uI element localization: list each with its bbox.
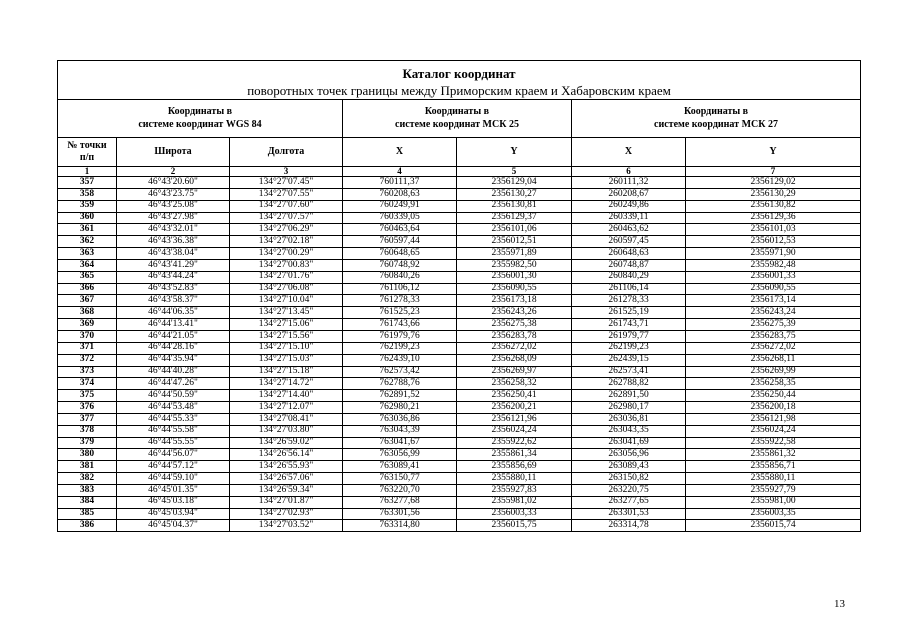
column-number: 5 bbox=[457, 167, 572, 177]
cell-y-msk25: 2355927,83 bbox=[457, 484, 572, 496]
cell-x-msk25: 760111,37 bbox=[343, 177, 457, 189]
cell-latitude: 46°44'59.10" bbox=[117, 473, 230, 485]
table-row bbox=[58, 402, 861, 414]
table-title-cell bbox=[58, 61, 861, 100]
cell-longitude: 134°27'02.93" bbox=[230, 508, 343, 520]
cell-x-msk27: 260463,62 bbox=[572, 224, 686, 236]
cell-point-number: 386 bbox=[58, 520, 117, 532]
cell-x-msk27: 262891,50 bbox=[572, 390, 686, 402]
cell-y-msk25: 2356101,06 bbox=[457, 224, 572, 236]
cell-x-msk25: 763043,39 bbox=[343, 425, 457, 437]
column-number: 2 bbox=[117, 167, 230, 177]
cell-longitude: 134°27'02.18" bbox=[230, 236, 343, 248]
cell-longitude: 134°27'01.76" bbox=[230, 271, 343, 283]
cell-x-msk27: 260840,29 bbox=[572, 271, 686, 283]
cell-y-msk25: 2356269,97 bbox=[457, 366, 572, 378]
cell-y-msk25: 2356200,21 bbox=[457, 402, 572, 414]
table-row bbox=[58, 449, 861, 461]
cell-latitude: 46°44'40.28" bbox=[117, 366, 230, 378]
cell-x-msk27: 260111,32 bbox=[572, 177, 686, 189]
group-header-line: системе координат МСК 25 bbox=[395, 119, 519, 130]
cell-point-number: 382 bbox=[58, 473, 117, 485]
cell-longitude: 134°27'01.87" bbox=[230, 496, 343, 508]
cell-y-msk27: 2356258,35 bbox=[686, 378, 861, 390]
cell-longitude: 134°26'59.02" bbox=[230, 437, 343, 449]
column-header-point-no bbox=[58, 138, 117, 167]
cell-y-msk27: 2356024,24 bbox=[686, 425, 861, 437]
table-row bbox=[58, 295, 861, 307]
cell-x-msk25: 763036,86 bbox=[343, 413, 457, 425]
table-row bbox=[58, 520, 861, 532]
cell-latitude: 46°43'20.60" bbox=[117, 177, 230, 189]
column-header-latitude: Широта bbox=[117, 138, 230, 167]
cell-x-msk27: 262199,23 bbox=[572, 342, 686, 354]
cell-latitude: 46°43'52.83" bbox=[117, 283, 230, 295]
cell-longitude: 134°26'55.93" bbox=[230, 461, 343, 473]
table-subtitle: поворотных точек границы между Приморским краем и Хабаровским краем bbox=[247, 82, 671, 98]
cell-point-number: 362 bbox=[58, 236, 117, 248]
column-header-y-msk25: Y bbox=[457, 138, 572, 167]
cell-point-number: 372 bbox=[58, 354, 117, 366]
cell-latitude: 46°43'25.08" bbox=[117, 200, 230, 212]
cell-longitude: 134°27'00.29" bbox=[230, 248, 343, 260]
cell-y-msk25: 2356173,18 bbox=[457, 295, 572, 307]
cell-x-msk27: 263043,35 bbox=[572, 425, 686, 437]
cell-x-msk25: 761278,33 bbox=[343, 295, 457, 307]
cell-longitude: 134°27'15.56" bbox=[230, 330, 343, 342]
table-row bbox=[58, 212, 861, 224]
column-number: 3 bbox=[230, 167, 343, 177]
cell-x-msk27: 261106,14 bbox=[572, 283, 686, 295]
cell-x-msk25: 761525,23 bbox=[343, 307, 457, 319]
group-header-line: Координаты в bbox=[683, 106, 749, 117]
cell-latitude: 46°43'41.29" bbox=[117, 259, 230, 271]
cell-longitude: 134°27'06.29" bbox=[230, 224, 343, 236]
cell-latitude: 46°43'44.24" bbox=[117, 271, 230, 283]
table-row bbox=[58, 248, 861, 260]
table-row bbox=[58, 378, 861, 390]
cell-point-number: 357 bbox=[58, 177, 117, 189]
cell-latitude: 46°43'32.01" bbox=[117, 224, 230, 236]
table-title: Каталог координат bbox=[402, 65, 516, 81]
cell-y-msk25: 2356024,24 bbox=[457, 425, 572, 437]
cell-latitude: 46°45'04.37" bbox=[117, 520, 230, 532]
cell-x-msk25: 762573,42 bbox=[343, 366, 457, 378]
cell-y-msk27: 2356130,82 bbox=[686, 200, 861, 212]
cell-x-msk27: 263150,82 bbox=[572, 473, 686, 485]
cell-longitude: 134°26'59.34" bbox=[230, 484, 343, 496]
group-header-line: системе координат МСК 27 bbox=[654, 119, 778, 130]
table-row bbox=[58, 413, 861, 425]
cell-x-msk25: 762199,23 bbox=[343, 342, 457, 354]
cell-y-msk25: 2355880,11 bbox=[457, 473, 572, 485]
cell-y-msk25: 2355861,34 bbox=[457, 449, 572, 461]
cell-latitude: 46°44'56.07" bbox=[117, 449, 230, 461]
cell-y-msk27: 2355927,79 bbox=[686, 484, 861, 496]
cell-x-msk25: 763089,41 bbox=[343, 461, 457, 473]
cell-x-msk25: 760208,63 bbox=[343, 188, 457, 200]
column-header-line: п/п bbox=[79, 152, 95, 163]
group-header-msk25 bbox=[343, 100, 572, 138]
cell-latitude: 46°44'06.35" bbox=[117, 307, 230, 319]
cell-y-msk27: 2356129,02 bbox=[686, 177, 861, 189]
group-header-line: системе координат WGS 84 bbox=[138, 119, 262, 130]
group-header-line: Координаты в bbox=[167, 106, 233, 117]
cell-x-msk27: 262788,82 bbox=[572, 378, 686, 390]
cell-latitude: 46°44'28.16" bbox=[117, 342, 230, 354]
cell-y-msk27: 2356272,02 bbox=[686, 342, 861, 354]
cell-latitude: 46°44'53.48" bbox=[117, 402, 230, 414]
cell-latitude: 46°43'36.38" bbox=[117, 236, 230, 248]
cell-point-number: 377 bbox=[58, 413, 117, 425]
table-row bbox=[58, 200, 861, 212]
cell-y-msk27: 2356101,03 bbox=[686, 224, 861, 236]
table-row bbox=[58, 496, 861, 508]
cell-x-msk27: 263056,96 bbox=[572, 449, 686, 461]
table-row bbox=[58, 259, 861, 271]
cell-x-msk25: 761979,76 bbox=[343, 330, 457, 342]
cell-y-msk27: 2355861,32 bbox=[686, 449, 861, 461]
cell-x-msk27: 263089,43 bbox=[572, 461, 686, 473]
cell-y-msk27: 2356268,11 bbox=[686, 354, 861, 366]
cell-x-msk25: 760748,92 bbox=[343, 259, 457, 271]
cell-longitude: 134°27'03.80" bbox=[230, 425, 343, 437]
cell-longitude: 134°27'07.55" bbox=[230, 188, 343, 200]
cell-point-number: 359 bbox=[58, 200, 117, 212]
cell-latitude: 46°44'21.05" bbox=[117, 330, 230, 342]
cell-y-msk27: 2355971,90 bbox=[686, 248, 861, 260]
cell-x-msk25: 763041,67 bbox=[343, 437, 457, 449]
cell-y-msk25: 2356015,75 bbox=[457, 520, 572, 532]
cell-y-msk25: 2356121,96 bbox=[457, 413, 572, 425]
cell-y-msk27: 2356129,36 bbox=[686, 212, 861, 224]
cell-x-msk27: 263277,65 bbox=[572, 496, 686, 508]
cell-x-msk25: 760597,44 bbox=[343, 236, 457, 248]
cell-x-msk27: 262439,15 bbox=[572, 354, 686, 366]
cell-y-msk25: 2356129,37 bbox=[457, 212, 572, 224]
cell-y-msk27: 2356003,35 bbox=[686, 508, 861, 520]
cell-longitude: 134°27'14.40" bbox=[230, 390, 343, 402]
cell-y-msk25: 2356090,55 bbox=[457, 283, 572, 295]
cell-x-msk25: 761743,66 bbox=[343, 319, 457, 331]
table-row bbox=[58, 271, 861, 283]
cell-x-msk27: 260208,67 bbox=[572, 188, 686, 200]
cell-x-msk27: 263301,53 bbox=[572, 508, 686, 520]
cell-y-msk25: 2356275,38 bbox=[457, 319, 572, 331]
page-number: 13 bbox=[834, 598, 845, 610]
cell-latitude: 46°44'55.55" bbox=[117, 437, 230, 449]
table-row bbox=[58, 425, 861, 437]
column-number: 6 bbox=[572, 167, 686, 177]
cell-latitude: 46°43'23.75" bbox=[117, 188, 230, 200]
coordinate-catalog-table bbox=[57, 60, 861, 532]
cell-latitude: 46°44'55.33" bbox=[117, 413, 230, 425]
cell-y-msk27: 2356001,33 bbox=[686, 271, 861, 283]
table-row bbox=[58, 461, 861, 473]
cell-point-number: 363 bbox=[58, 248, 117, 260]
cell-x-msk27: 260339,11 bbox=[572, 212, 686, 224]
cell-x-msk25: 762891,52 bbox=[343, 390, 457, 402]
cell-point-number: 366 bbox=[58, 283, 117, 295]
cell-longitude: 134°27'13.45" bbox=[230, 307, 343, 319]
cell-longitude: 134°27'15.03" bbox=[230, 354, 343, 366]
column-header-y-msk27: Y bbox=[686, 138, 861, 167]
cell-latitude: 46°45'03.94" bbox=[117, 508, 230, 520]
cell-point-number: 373 bbox=[58, 366, 117, 378]
cell-x-msk25: 761106,12 bbox=[343, 283, 457, 295]
cell-x-msk25: 763220,70 bbox=[343, 484, 457, 496]
column-number: 4 bbox=[343, 167, 457, 177]
cell-y-msk27: 2356130,29 bbox=[686, 188, 861, 200]
cell-y-msk25: 2356268,09 bbox=[457, 354, 572, 366]
cell-y-msk27: 2355922,58 bbox=[686, 437, 861, 449]
cell-x-msk27: 263314,78 bbox=[572, 520, 686, 532]
cell-point-number: 378 bbox=[58, 425, 117, 437]
table-row bbox=[58, 319, 861, 331]
cell-point-number: 370 bbox=[58, 330, 117, 342]
cell-longitude: 134°27'12.07" bbox=[230, 402, 343, 414]
cell-y-msk27: 2356200,18 bbox=[686, 402, 861, 414]
table-row bbox=[58, 390, 861, 402]
cell-x-msk27: 261979,77 bbox=[572, 330, 686, 342]
cell-longitude: 134°27'00.83" bbox=[230, 259, 343, 271]
column-number: 7 bbox=[686, 167, 861, 177]
cell-x-msk25: 763301,56 bbox=[343, 508, 457, 520]
cell-point-number: 384 bbox=[58, 496, 117, 508]
cell-latitude: 46°45'03.18" bbox=[117, 496, 230, 508]
cell-y-msk27: 2356015,74 bbox=[686, 520, 861, 532]
cell-point-number: 383 bbox=[58, 484, 117, 496]
cell-y-msk25: 2356250,41 bbox=[457, 390, 572, 402]
cell-x-msk27: 260748,87 bbox=[572, 259, 686, 271]
cell-y-msk27: 2356250,44 bbox=[686, 390, 861, 402]
cell-y-msk27: 2355856,71 bbox=[686, 461, 861, 473]
cell-x-msk25: 760339,05 bbox=[343, 212, 457, 224]
cell-latitude: 46°43'38.04" bbox=[117, 248, 230, 260]
cell-x-msk27: 261278,33 bbox=[572, 295, 686, 307]
cell-y-msk27: 2356275,39 bbox=[686, 319, 861, 331]
group-header-msk27 bbox=[572, 100, 861, 138]
cell-point-number: 385 bbox=[58, 508, 117, 520]
cell-y-msk25: 2356012,51 bbox=[457, 236, 572, 248]
cell-point-number: 381 bbox=[58, 461, 117, 473]
cell-y-msk27: 2356121,98 bbox=[686, 413, 861, 425]
cell-point-number: 361 bbox=[58, 224, 117, 236]
cell-longitude: 134°26'57.06" bbox=[230, 473, 343, 485]
cell-longitude: 134°27'14.72" bbox=[230, 378, 343, 390]
column-header-line: № точки bbox=[67, 140, 107, 151]
cell-y-msk25: 2355971,89 bbox=[457, 248, 572, 260]
cell-y-msk25: 2356283,78 bbox=[457, 330, 572, 342]
cell-point-number: 360 bbox=[58, 212, 117, 224]
cell-x-msk25: 763277,68 bbox=[343, 496, 457, 508]
group-header-line: Координаты в bbox=[424, 106, 490, 117]
cell-y-msk27: 2356012,53 bbox=[686, 236, 861, 248]
table-row bbox=[58, 224, 861, 236]
cell-longitude: 134°27'03.52" bbox=[230, 520, 343, 532]
table-row bbox=[58, 283, 861, 295]
cell-y-msk25: 2355981,02 bbox=[457, 496, 572, 508]
cell-x-msk27: 260249,86 bbox=[572, 200, 686, 212]
cell-x-msk25: 763150,77 bbox=[343, 473, 457, 485]
cell-y-msk25: 2356243,26 bbox=[457, 307, 572, 319]
cell-longitude: 134°27'07.60" bbox=[230, 200, 343, 212]
cell-x-msk27: 260648,63 bbox=[572, 248, 686, 260]
cell-x-msk27: 261743,71 bbox=[572, 319, 686, 331]
cell-longitude: 134°27'15.18" bbox=[230, 366, 343, 378]
cell-y-msk25: 2355856,69 bbox=[457, 461, 572, 473]
cell-x-msk25: 763314,80 bbox=[343, 520, 457, 532]
cell-x-msk27: 262573,41 bbox=[572, 366, 686, 378]
cell-x-msk25: 762980,21 bbox=[343, 402, 457, 414]
column-header-longitude: Долгота bbox=[230, 138, 343, 167]
cell-x-msk25: 762788,76 bbox=[343, 378, 457, 390]
cell-point-number: 368 bbox=[58, 307, 117, 319]
table-row bbox=[58, 342, 861, 354]
table-row bbox=[58, 236, 861, 248]
cell-point-number: 379 bbox=[58, 437, 117, 449]
cell-y-msk25: 2356258,32 bbox=[457, 378, 572, 390]
cell-latitude: 46°44'35.94" bbox=[117, 354, 230, 366]
cell-y-msk25: 2356129,04 bbox=[457, 177, 572, 189]
cell-latitude: 46°44'57.12" bbox=[117, 461, 230, 473]
cell-x-msk25: 763056,99 bbox=[343, 449, 457, 461]
cell-latitude: 46°43'58.37" bbox=[117, 295, 230, 307]
cell-point-number: 375 bbox=[58, 390, 117, 402]
cell-point-number: 371 bbox=[58, 342, 117, 354]
cell-point-number: 380 bbox=[58, 449, 117, 461]
table-row bbox=[58, 508, 861, 520]
cell-x-msk25: 760463,64 bbox=[343, 224, 457, 236]
cell-x-msk25: 760249,91 bbox=[343, 200, 457, 212]
cell-x-msk27: 263041,69 bbox=[572, 437, 686, 449]
column-header-x-msk25: X bbox=[343, 138, 457, 167]
cell-y-msk25: 2356001,30 bbox=[457, 271, 572, 283]
cell-latitude: 46°44'55.58" bbox=[117, 425, 230, 437]
cell-latitude: 46°45'01.35" bbox=[117, 484, 230, 496]
cell-longitude: 134°27'07.45" bbox=[230, 177, 343, 189]
table-row bbox=[58, 366, 861, 378]
table-row bbox=[58, 188, 861, 200]
cell-y-msk27: 2356243,24 bbox=[686, 307, 861, 319]
table-row bbox=[58, 354, 861, 366]
cell-x-msk25: 762439,10 bbox=[343, 354, 457, 366]
cell-y-msk25: 2356272,02 bbox=[457, 342, 572, 354]
cell-point-number: 367 bbox=[58, 295, 117, 307]
group-header-wgs84 bbox=[58, 100, 343, 138]
cell-point-number: 365 bbox=[58, 271, 117, 283]
cell-point-number: 358 bbox=[58, 188, 117, 200]
cell-y-msk27: 2356269,99 bbox=[686, 366, 861, 378]
table-row bbox=[58, 330, 861, 342]
cell-y-msk27: 2355981,00 bbox=[686, 496, 861, 508]
cell-latitude: 46°44'13.41" bbox=[117, 319, 230, 331]
cell-x-msk25: 760840,26 bbox=[343, 271, 457, 283]
cell-point-number: 369 bbox=[58, 319, 117, 331]
cell-x-msk25: 760648,65 bbox=[343, 248, 457, 260]
cell-longitude: 134°27'07.57" bbox=[230, 212, 343, 224]
cell-x-msk27: 262980,17 bbox=[572, 402, 686, 414]
cell-y-msk25: 2356003,33 bbox=[457, 508, 572, 520]
cell-longitude: 134°27'15.06" bbox=[230, 319, 343, 331]
table-row bbox=[58, 307, 861, 319]
cell-y-msk25: 2356130,81 bbox=[457, 200, 572, 212]
table-row bbox=[58, 484, 861, 496]
cell-point-number: 376 bbox=[58, 402, 117, 414]
table-row bbox=[58, 177, 861, 189]
table-row bbox=[58, 473, 861, 485]
cell-longitude: 134°27'10.04" bbox=[230, 295, 343, 307]
cell-x-msk27: 261525,19 bbox=[572, 307, 686, 319]
cell-x-msk27: 263220,75 bbox=[572, 484, 686, 496]
cell-point-number: 364 bbox=[58, 259, 117, 271]
cell-longitude: 134°27'06.08" bbox=[230, 283, 343, 295]
cell-latitude: 46°44'50.59" bbox=[117, 390, 230, 402]
cell-x-msk27: 260597,45 bbox=[572, 236, 686, 248]
cell-longitude: 134°27'08.41" bbox=[230, 413, 343, 425]
cell-y-msk25: 2355982,50 bbox=[457, 259, 572, 271]
cell-y-msk25: 2356130,27 bbox=[457, 188, 572, 200]
cell-point-number: 374 bbox=[58, 378, 117, 390]
cell-longitude: 134°26'56.14" bbox=[230, 449, 343, 461]
cell-x-msk27: 263036,81 bbox=[572, 413, 686, 425]
cell-latitude: 46°44'47.26" bbox=[117, 378, 230, 390]
column-number: 1 bbox=[58, 167, 117, 177]
cell-y-msk27: 2355880,11 bbox=[686, 473, 861, 485]
cell-y-msk27: 2356090,55 bbox=[686, 283, 861, 295]
column-header-x-msk27: X bbox=[572, 138, 686, 167]
cell-y-msk25: 2355922,62 bbox=[457, 437, 572, 449]
cell-y-msk27: 2356283,75 bbox=[686, 330, 861, 342]
cell-latitude: 46°43'27.98" bbox=[117, 212, 230, 224]
table-row bbox=[58, 437, 861, 449]
cell-y-msk27: 2355982,48 bbox=[686, 259, 861, 271]
coordinate-rows bbox=[58, 177, 861, 532]
cell-longitude: 134°27'15.10" bbox=[230, 342, 343, 354]
cell-y-msk27: 2356173,14 bbox=[686, 295, 861, 307]
